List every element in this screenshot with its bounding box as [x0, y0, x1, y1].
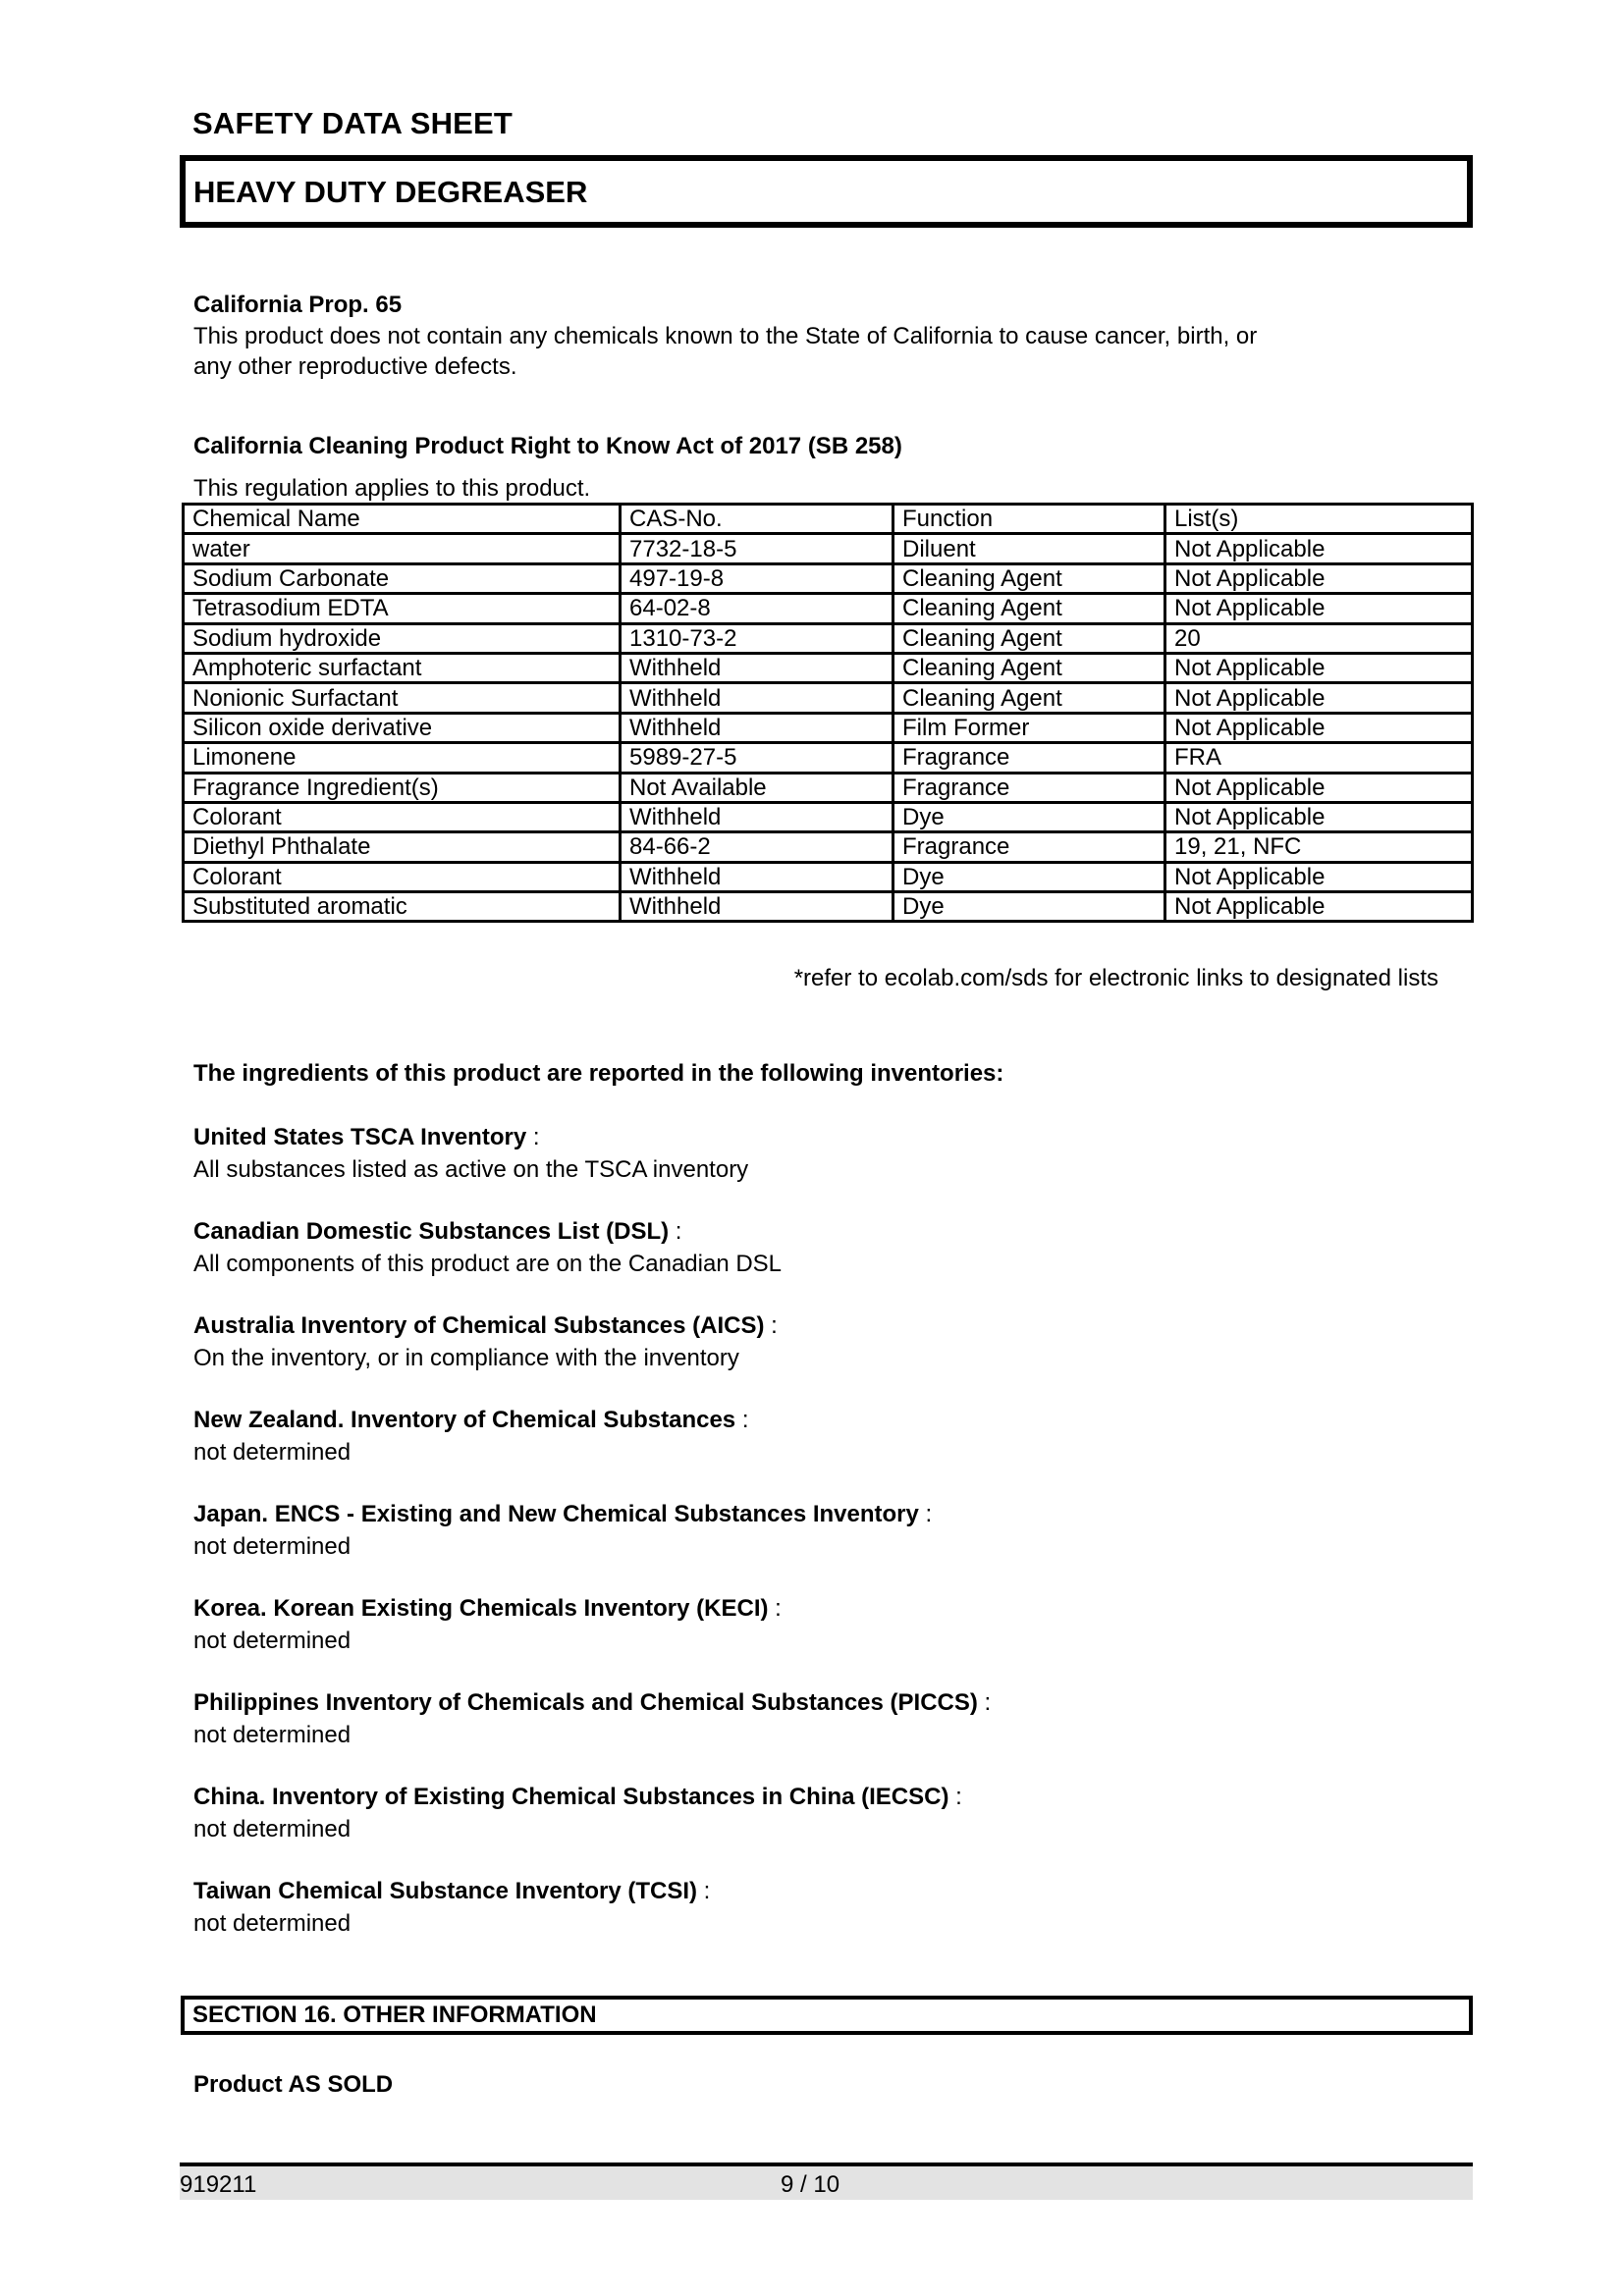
inventory-value: All components of this product are on the Canadian DSL [193, 1251, 783, 1277]
lists-cell: FRA [1165, 743, 1473, 773]
function-cell: Cleaning Agent [893, 653, 1165, 682]
inventory-value: not determined [193, 1533, 352, 1560]
cas-no-cell: 84-66-2 [621, 832, 893, 862]
function-cell: Film Former [893, 713, 1165, 742]
lists-cell: Not Applicable [1165, 683, 1473, 713]
inventory-item-tcsi [193, 1875, 1470, 1940]
chemical-name-cell: Silicon oxide derivative [184, 713, 621, 742]
inventory-colon: : [977, 1689, 992, 1716]
lists-cell: Not Applicable [1165, 892, 1473, 922]
sb258-heading [193, 433, 1470, 460]
cas-no-cell: 7732-18-5 [621, 534, 893, 563]
lists-cell: Not Applicable [1165, 862, 1473, 891]
column-header-function: Function [893, 505, 1165, 534]
product-name: HEAVY DUTY DEGREASER [193, 175, 588, 209]
table-row [184, 534, 1473, 563]
inventory-colon: : [918, 1501, 933, 1527]
cas-no-cell: Withheld [621, 862, 893, 891]
inventory-item-aics [193, 1309, 1470, 1374]
table-row [184, 713, 1473, 742]
cas-no-cell: Not Available [621, 773, 893, 802]
lists-cell: Not Applicable [1165, 773, 1473, 802]
inventory-value: not determined [193, 1722, 352, 1748]
table-row [184, 832, 1473, 862]
table-row [184, 802, 1473, 831]
cas-no-cell: 5989-27-5 [621, 743, 893, 773]
lists-cell: 19, 21, NFC [1165, 832, 1473, 862]
chemical-name-cell: Colorant [184, 862, 621, 891]
inventory-item-nzioc [193, 1404, 1470, 1468]
inventory-colon: : [948, 1784, 962, 1810]
function-cell: Dye [893, 892, 1165, 922]
inventory-value: All substances listed as active on the TSCA inventory [193, 1156, 749, 1183]
table-row [184, 563, 1473, 593]
inventory-colon: : [764, 1312, 778, 1339]
lists-cell: Not Applicable [1165, 563, 1473, 593]
column-header-chemical-name: Chemical Name [184, 505, 621, 534]
inventory-title: Taiwan Chemical Substance Inventory (TCSI) [193, 1878, 697, 1904]
inventory-colon: : [697, 1878, 711, 1904]
cas-no-cell: Withheld [621, 892, 893, 922]
function-cell: Fragrance [893, 773, 1165, 802]
section-16-title: SECTION 16. OTHER INFORMATION [192, 2002, 597, 2028]
doc-title: SAFETY DATA SHEET [192, 106, 514, 140]
table-row [184, 862, 1473, 891]
inventory-value: not determined [193, 1910, 352, 1937]
inventory-colon: : [669, 1218, 682, 1245]
inventory-title: Japan. ENCS - Existing and New Chemical Substances Inventory [193, 1501, 919, 1527]
function-cell: Cleaning Agent [893, 623, 1165, 653]
table-row [184, 653, 1473, 682]
table-row [184, 773, 1473, 802]
sb258-heading-text: California Cleaning Product Right to Know Act of 2017 (SB 258) [193, 433, 902, 459]
sb258-ingredients-table [182, 503, 1474, 923]
prop65-heading: California Prop. 65 [193, 292, 403, 318]
table-row [184, 892, 1473, 922]
chemical-name-cell: Substituted aromatic [184, 892, 621, 922]
product-name-box [180, 155, 1473, 228]
cas-no-cell: 497-19-8 [621, 563, 893, 593]
inventory-title: United States TSCA Inventory [193, 1124, 527, 1150]
sb258-applies-text: This regulation applies to this product. [193, 475, 591, 502]
inventory-title: Philippines Inventory of Chemicals and Chemical Substances (PICCS) [193, 1689, 978, 1716]
chemical-name-cell: Tetrasodium EDTA [184, 594, 621, 623]
function-cell: Diluent [893, 534, 1165, 563]
inventory-colon: : [735, 1407, 749, 1433]
inventory-value: On the inventory, or in compliance with the inventory [193, 1345, 739, 1371]
chemical-name-cell: Sodium hydroxide [184, 623, 621, 653]
table-row [184, 683, 1473, 713]
prop65-section [193, 291, 1470, 383]
cas-no-cell: Withheld [621, 802, 893, 831]
function-cell: Cleaning Agent [893, 594, 1165, 623]
cas-no-cell: Withheld [621, 683, 893, 713]
lists-cell: Not Applicable [1165, 534, 1473, 563]
cas-no-cell: 1310-73-2 [621, 623, 893, 653]
function-cell: Cleaning Agent [893, 563, 1165, 593]
chemical-name-cell: Sodium Carbonate [184, 563, 621, 593]
inventories-intro: The ingredients of this product are reported in the following inventories: [193, 1060, 1004, 1087]
table-header-row [184, 505, 1473, 534]
inventory-item-iecsc [193, 1781, 1470, 1845]
prop65-line-2: any other reproductive defects. [193, 353, 517, 380]
chemical-name-cell: Limonene [184, 743, 621, 773]
lists-cell: Not Applicable [1165, 713, 1473, 742]
chemical-name-cell: Nonionic Surfactant [184, 683, 621, 713]
chemical-name-cell: Diethyl Phthalate [184, 832, 621, 862]
inventory-item-dsl [193, 1215, 1470, 1280]
inventory-item-piccs [193, 1686, 1470, 1751]
inventory-title: Australia Inventory of Chemical Substances (AICS) [193, 1312, 765, 1339]
function-cell: Fragrance [893, 832, 1165, 862]
inventory-value: not determined [193, 1628, 352, 1654]
inventory-value: not determined [193, 1816, 352, 1842]
lists-cell: Not Applicable [1165, 653, 1473, 682]
function-cell: Dye [893, 802, 1165, 831]
inventory-item-tsca [193, 1121, 1470, 1186]
inventory-title: Canadian Domestic Substances List (DSL) [193, 1218, 670, 1245]
inventory-title: New Zealand. Inventory of Chemical Substances [193, 1407, 736, 1433]
function-cell: Cleaning Agent [893, 683, 1165, 713]
function-cell: Fragrance [893, 743, 1165, 773]
table-row [184, 743, 1473, 773]
inventory-colon: : [526, 1124, 540, 1150]
cas-no-cell: Withheld [621, 653, 893, 682]
lists-cell: Not Applicable [1165, 594, 1473, 623]
footer-page-number: 9 / 10 [781, 2171, 840, 2198]
cas-no-cell: 64-02-8 [621, 594, 893, 623]
function-cell: Dye [893, 862, 1165, 891]
chemical-name-cell: water [184, 534, 621, 563]
section-16-header-box [181, 1996, 1473, 2035]
inventory-value: not determined [193, 1439, 352, 1466]
footer-doc-number: 919211 [180, 2171, 257, 2198]
inventory-item-keci [193, 1592, 1470, 1657]
lists-cell: Not Applicable [1165, 802, 1473, 831]
chemical-name-cell: Amphoteric surfactant [184, 653, 621, 682]
sb258-footnote: *refer to ecolab.com/sds for electronic links to designated lists [793, 965, 1438, 991]
product-as-sold-label: Product AS SOLD [193, 2071, 394, 2098]
column-header-lists: List(s) [1165, 505, 1473, 534]
inventory-title: Korea. Korean Existing Chemicals Inventory (KECI) [193, 1595, 769, 1622]
lists-cell: 20 [1165, 623, 1473, 653]
inventory-colon: : [768, 1595, 782, 1622]
chemical-name-cell: Colorant [184, 802, 621, 831]
cas-no-cell: Withheld [621, 713, 893, 742]
column-header-cas-no: CAS-No. [621, 505, 893, 534]
inventory-title: China. Inventory of Existing Chemical Substances in China (IECSC) [193, 1784, 949, 1810]
table-row [184, 594, 1473, 623]
prop65-line-1: This product does not contain any chemicals known to the State of California to cause cancer, birth, or [193, 323, 1258, 349]
chemical-name-cell: Fragrance Ingredient(s) [184, 773, 621, 802]
inventory-item-encs [193, 1498, 1470, 1563]
table-row [184, 623, 1473, 653]
